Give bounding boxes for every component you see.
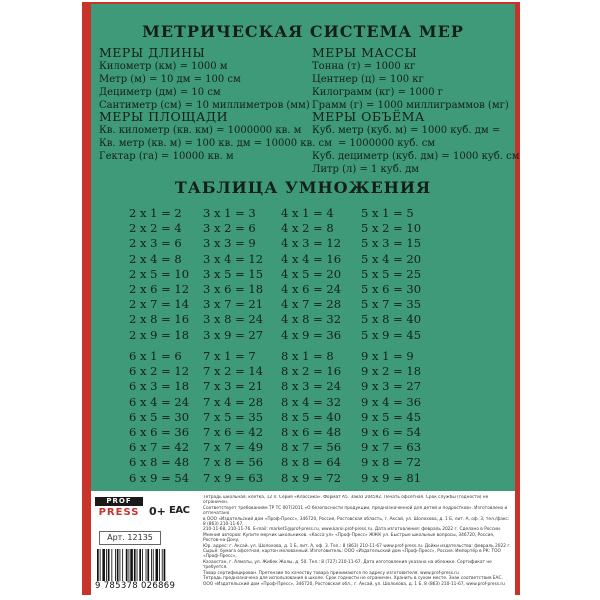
mult-row: 8 x 6 = 48 xyxy=(281,425,342,440)
mult-column-3 xyxy=(203,206,263,343)
volume-measures xyxy=(312,110,520,176)
fine-print-line: Тетрадь предназначена для использования в школе. Срок годности не ограничен. Хранить в сухом месте. Знак соответствия ЕАС. xyxy=(203,576,503,582)
mass-heading: МЕРЫ МАССЫ xyxy=(312,45,418,60)
mult-row: 8 x 5 = 40 xyxy=(281,409,342,424)
barcode-icon xyxy=(95,549,195,581)
mult-row: 7 x 1 = 7 xyxy=(203,349,256,363)
mult-row: 4 x 9 = 36 xyxy=(281,327,342,342)
mult-row: 6 x 9 = 54 xyxy=(129,470,190,485)
mult-row: 5 x 5 = 25 xyxy=(361,266,422,281)
mult-column-5 xyxy=(361,206,421,343)
mult-row: 6 x 8 = 48 xyxy=(129,455,190,470)
mass-row: Тонна (т) = 1000 кг xyxy=(312,61,416,72)
mult-row: 4 x 7 = 28 xyxy=(281,297,342,312)
mult-column-4 xyxy=(281,206,341,343)
mult-row: 2 x 1 = 2 xyxy=(129,206,182,220)
barcode-number: 9 785378 026869 xyxy=(95,581,176,591)
mult-column-8 xyxy=(281,349,341,486)
fine-print-line: Сырьё: бумага офсетная, картон мелованный. Изготовитель: ООО «Издательский дом «Проф-Пресс», Россия. Импортёр в РК: ТОО «Проф-Пресс», xyxy=(203,549,501,560)
mult-row: 7 x 6 = 42 xyxy=(203,425,264,440)
mult-row: 4 x 6 = 24 xyxy=(281,282,342,297)
mult-row: 7 x 2 = 14 xyxy=(203,364,264,379)
mass-row: Грамм (г) = 1000 миллиграммов (мг) xyxy=(312,100,509,111)
mult-row: 8 x 3 = 24 xyxy=(281,379,342,394)
fine-print-line: Тетрадь школьная, клетка, 12 л. Серия «Классика». Формат А5. Заказ 204592. Печать офсетная. Срок службы (годности) не ограничен. xyxy=(203,495,489,506)
logo-bottom-text: PRESS xyxy=(98,507,140,518)
mult-row: 4 x 8 = 32 xyxy=(281,312,342,327)
fine-print-line: Товар сертифицирован. Претензии по качеству товара принимаются по адресу изготовителя. www.prof-press.ru xyxy=(203,570,459,576)
fine-print-line: Соответствует требованиям ТР ТС 007/2011 «О безопасности продукции, предназначенной для детей и подростков». Изготовлено и отпечатано xyxy=(203,505,508,517)
legal-fine-print xyxy=(203,495,511,591)
mult-row: 5 x 6 = 30 xyxy=(361,282,422,297)
mult-row: 6 x 1 = 6 xyxy=(129,349,182,363)
mult-row: 8 x 9 = 72 xyxy=(281,470,342,485)
mult-row: 8 x 2 = 16 xyxy=(281,364,342,379)
mult-row: 9 x 4 = 36 xyxy=(361,394,422,409)
mult-row: 2 x 6 = 12 xyxy=(129,282,190,297)
mult-row: 5 x 2 = 10 xyxy=(361,221,422,236)
mult-row: 3 x 3 = 9 xyxy=(203,236,256,251)
length-row: Километр (км) = 1000 м xyxy=(99,61,228,72)
mult-row: 2 x 5 = 10 xyxy=(129,266,190,281)
mult-row: 3 x 4 = 12 xyxy=(203,251,264,266)
mult-row: 5 x 8 = 40 xyxy=(361,312,422,327)
mult-row: 7 x 9 = 63 xyxy=(203,470,264,485)
mult-row: 7 x 7 = 49 xyxy=(203,440,264,455)
area-heading: МЕРЫ ПЛОЩАДИ xyxy=(99,109,228,124)
mult-row: 2 x 4 = 8 xyxy=(129,251,182,266)
mult-row: 5 x 7 = 35 xyxy=(361,297,422,312)
length-heading: МЕРЫ ДЛИНЫ xyxy=(99,45,206,60)
mult-row: 6 x 4 = 24 xyxy=(129,394,190,409)
mult-row: 4 x 3 = 12 xyxy=(281,236,342,251)
mult-row: 9 x 8 = 72 xyxy=(361,455,422,470)
mult-row: 9 x 7 = 63 xyxy=(361,440,422,455)
mult-row: 3 x 2 = 6 xyxy=(203,221,256,236)
mult-row: 9 x 1 = 9 xyxy=(361,349,414,363)
mult-row: 6 x 6 = 36 xyxy=(129,425,190,440)
fine-print-line: Мнения авторов: Купите мерчик школьников. «Касса ул» «Проф-Пресс» ЖЖК ул. Быстрые школьные вопросы, 346720, Россия, Ростов-на-Дону, xyxy=(203,532,495,544)
mult-row: 8 x 4 = 32 xyxy=(281,394,342,409)
eac-mark: EAC xyxy=(169,505,190,516)
mult-row: 4 x 1 = 4 xyxy=(281,206,334,220)
mult-row: 4 x 5 = 20 xyxy=(281,266,342,281)
volume-row: Литр (л) = 1 куб. дм xyxy=(312,164,420,175)
mult-row: 7 x 5 = 35 xyxy=(203,409,264,424)
area-row: Гектар (га) = 10000 кв. м xyxy=(99,151,234,162)
mult-row: 9 x 9 = 81 xyxy=(361,470,422,485)
mult-row: 6 x 3 = 18 xyxy=(129,379,190,394)
mult-row: 3 x 1 = 3 xyxy=(203,206,256,220)
mult-row: 6 x 5 = 30 xyxy=(129,409,190,424)
mult-row: 3 x 6 = 18 xyxy=(203,282,264,297)
multiplication-table-title: ТАБЛИЦА УМНОЖЕНИЯ xyxy=(174,178,432,197)
metric-system-title: МЕТРИЧЕСКАЯ СИСТЕМА МЕР xyxy=(142,22,464,41)
mult-row: 3 x 7 = 21 xyxy=(203,297,264,312)
mult-row: 5 x 3 = 15 xyxy=(361,236,422,251)
mult-row: 9 x 3 = 27 xyxy=(361,379,422,394)
mult-row: 6 x 7 = 42 xyxy=(129,440,190,455)
mult-row: 4 x 4 = 16 xyxy=(281,251,342,266)
mult-column-2 xyxy=(129,206,189,343)
area-measures xyxy=(99,110,332,163)
fine-print-line: ООО «Издательский дом «Проф-Пресс», 346720, Ростовская обл., г. Аксай, ул. Шолохова, д. 1 Б. 8 (863) 210-11-67, www.prof-press.ru xyxy=(203,581,505,587)
mult-row: 2 x 9 = 18 xyxy=(129,327,190,342)
mult-row: 5 x 9 = 45 xyxy=(361,327,422,342)
mult-row: 9 x 5 = 45 xyxy=(361,409,422,424)
mult-row: 3 x 8 = 24 xyxy=(203,312,264,327)
volume-row: Куб. дециметр (куб. дм) = 1000 куб. см xyxy=(312,151,520,162)
mult-column-9 xyxy=(361,349,421,486)
fine-print-line: в ООО «Издательский дом «Проф-Пресс», 346720, Россия, Ростовская область, г. Аксай, ул. Шолохова, д. 1 Б, лит. А, оф. 3; тел./факс: 8 (863) 210-11-67, xyxy=(203,516,510,528)
mult-row: 9 x 6 = 54 xyxy=(361,425,422,440)
fine-print-line: Юр. адрес: г. Аксай, ул. Шолохова, д. 1 Б, лит. А, оф. 3. Тел.: 8 (863) 210-11-67 www.prof-press.ru. Дойки издательства: февраль 2022 г. xyxy=(203,543,511,549)
fine-print-line: 210-11-68, 210-11-76. E-mail: market1@prof-press.ru, www.karoi.prof-press.ru. Дата изготовления: февраль 2022 г. Сделано в России. xyxy=(203,527,502,533)
mult-row: 2 x 3 = 6 xyxy=(129,236,182,251)
length-row: Дециметр (дм) = 10 см xyxy=(99,87,221,98)
mult-row: 2 x 7 = 14 xyxy=(129,297,190,312)
mult-row: 7 x 4 = 28 xyxy=(203,394,264,409)
mass-measures xyxy=(312,46,509,112)
mult-row: 2 x 2 = 4 xyxy=(129,221,182,236)
length-row: Сантиметр (см) = 10 миллиметров (мм) xyxy=(99,100,310,111)
volume-heading: МЕРЫ ОБЪЁМА xyxy=(312,109,425,124)
length-row: Метр (м) = 10 дм = 100 см xyxy=(99,74,241,85)
mult-row: 6 x 2 = 12 xyxy=(129,364,190,379)
area-row: Кв. километр (кв. км) = 1000000 кв. м xyxy=(99,125,302,136)
length-measures xyxy=(99,46,310,112)
mult-row: 3 x 9 = 27 xyxy=(203,327,264,342)
mult-row: 9 x 2 = 18 xyxy=(361,364,422,379)
mult-column-7 xyxy=(203,349,263,486)
green-info-panel xyxy=(91,4,520,491)
mult-row: 7 x 3 = 21 xyxy=(203,379,264,394)
mass-row: Центнер (ц) = 100 кг xyxy=(312,74,424,85)
area-row: Кв. метр (кв. м) = 100 кв. дм = 10000 кв. см xyxy=(99,138,332,149)
volume-row: Куб. метр (куб. м) = 1000 куб. дм = xyxy=(312,125,501,136)
mass-row: Килограмм (кг) = 1000 г xyxy=(312,87,444,98)
mult-row: 8 x 1 = 8 xyxy=(281,349,334,363)
publisher-info-strip xyxy=(91,491,515,595)
mult-row: 8 x 8 = 64 xyxy=(281,455,342,470)
age-rating: 0+ xyxy=(149,505,166,518)
mult-row: 4 x 2 = 8 xyxy=(281,221,334,236)
mult-row: 8 x 7 = 56 xyxy=(281,440,342,455)
logo-top-text: PROF xyxy=(95,497,143,506)
article-number: Арт. 12135 xyxy=(99,531,161,545)
publisher-logo xyxy=(95,497,143,523)
fine-print-line: Казахстан, г. Алматы, ул. Жибек Жолы, д. 50. Тел.: 8 (727) 210-11-67. Дата изготовления указана на обложке. Сертификат не требуется. xyxy=(203,559,492,571)
mult-row: 2 x 8 = 16 xyxy=(129,312,190,327)
volume-row: = 1000000 куб. см xyxy=(338,138,436,149)
mult-row: 7 x 8 = 56 xyxy=(203,455,264,470)
mult-row: 5 x 1 = 5 xyxy=(361,206,414,220)
mult-row: 5 x 4 = 20 xyxy=(361,251,422,266)
mult-row: 3 x 5 = 15 xyxy=(203,266,264,281)
mult-column-6 xyxy=(129,349,189,486)
